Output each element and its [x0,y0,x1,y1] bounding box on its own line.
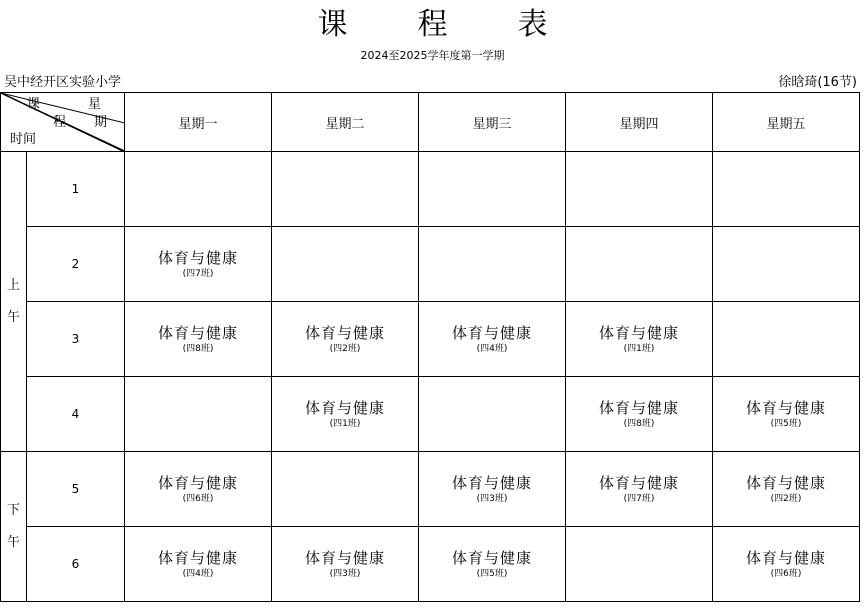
schedule-cell [125,227,272,302]
course-name: 体育与健康 [157,249,238,267]
period-row [1,302,860,377]
period-number: 6 [27,527,125,602]
session-char: 午 [6,534,20,550]
course-name: 体育与健康 [157,474,238,492]
corner-qi: 期 [94,115,108,130]
period-number: 5 [27,452,125,527]
day-header: 星期四 [566,93,713,152]
schedule-cell [713,152,860,227]
corner-cheng: 程 [53,115,67,130]
class-label: (四5班) [476,569,508,579]
session-char: 午 [6,309,20,325]
period-row [1,527,860,602]
course-name: 体育与健康 [451,549,532,567]
schedule-cell [566,227,713,302]
class-label: (四4班) [182,569,214,579]
class-label: (四5班) [770,419,802,429]
period-number: 4 [27,377,125,452]
schedule-cell [272,377,419,452]
schedule-cell [125,152,272,227]
class-label: (四7班) [182,269,214,279]
schedule-cell [713,302,860,377]
session-char: 下 [6,502,20,518]
schedule-cell [272,302,419,377]
course-name: 体育与健康 [451,474,532,492]
course-name: 体育与健康 [304,549,385,567]
timetable [0,92,860,602]
class-label: (四1班) [329,419,361,429]
subtitle: 2024至2025学年度第一学期 [360,49,505,62]
class-label: (四2班) [329,344,361,354]
day-header: 星期五 [713,93,860,152]
schedule-cell [713,452,860,527]
class-label: (四6班) [770,569,802,579]
course-name: 体育与健康 [304,324,385,342]
period-number: 3 [27,302,125,377]
schedule-cell [272,152,419,227]
schedule-cell [566,452,713,527]
corner-xing: 星 [88,97,102,112]
schedule-cell [125,377,272,452]
page-title: 课程表 [317,7,618,42]
course-name: 体育与健康 [304,399,385,417]
course-name: 体育与健康 [598,324,679,342]
course-name: 体育与健康 [745,399,826,417]
class-label: (四8班) [182,344,214,354]
course-name: 体育与健康 [157,324,238,342]
schedule-cell [419,302,566,377]
class-label: (四8班) [623,419,655,429]
course-name: 体育与健康 [451,324,532,342]
period-number: 2 [27,227,125,302]
period-row [1,227,860,302]
course-name: 体育与健康 [598,474,679,492]
schedule-cell [272,227,419,302]
class-label: (四2班) [770,494,802,504]
session-char: 上 [6,277,20,293]
course-name: 体育与健康 [745,474,826,492]
schedule-cell [419,527,566,602]
corner-header [1,93,125,152]
school-name: 吴中经开区实验小学 [4,75,122,90]
class-label: (四7班) [623,494,655,504]
course-name: 体育与健康 [598,399,679,417]
schedule-cell [419,452,566,527]
course-name: 体育与健康 [745,549,826,567]
day-header: 星期三 [419,93,566,152]
teacher-name: 徐晗琦(16节) [778,75,857,90]
schedule-cell [419,227,566,302]
afternoon-session-label [1,452,27,602]
schedule-cell [566,527,713,602]
day-header: 星期二 [272,93,419,152]
corner-shijian: 时间 [10,132,37,147]
schedule-cell [566,377,713,452]
schedule-cell [272,452,419,527]
day-header: 星期一 [125,93,272,152]
period-number: 1 [27,152,125,227]
class-label: (四6班) [182,494,214,504]
schedule-cell [125,452,272,527]
schedule-cell [713,377,860,452]
schedule-cell [713,227,860,302]
schedule-cell [125,527,272,602]
schedule-cell [566,152,713,227]
morning-session-label [1,152,27,452]
class-label: (四4班) [476,344,508,354]
schedule-cell [272,527,419,602]
schedule-cell [566,302,713,377]
schedule-cell [713,527,860,602]
corner-ke: 课 [27,97,41,112]
class-label: (四3班) [329,569,361,579]
period-row [1,452,860,527]
course-name: 体育与健康 [157,549,238,567]
class-label: (四1班) [623,344,655,354]
schedule-cell [419,377,566,452]
schedule-cell [419,152,566,227]
schedule-cell [125,302,272,377]
class-label: (四3班) [476,494,508,504]
period-row [1,377,860,452]
period-row [1,152,860,227]
